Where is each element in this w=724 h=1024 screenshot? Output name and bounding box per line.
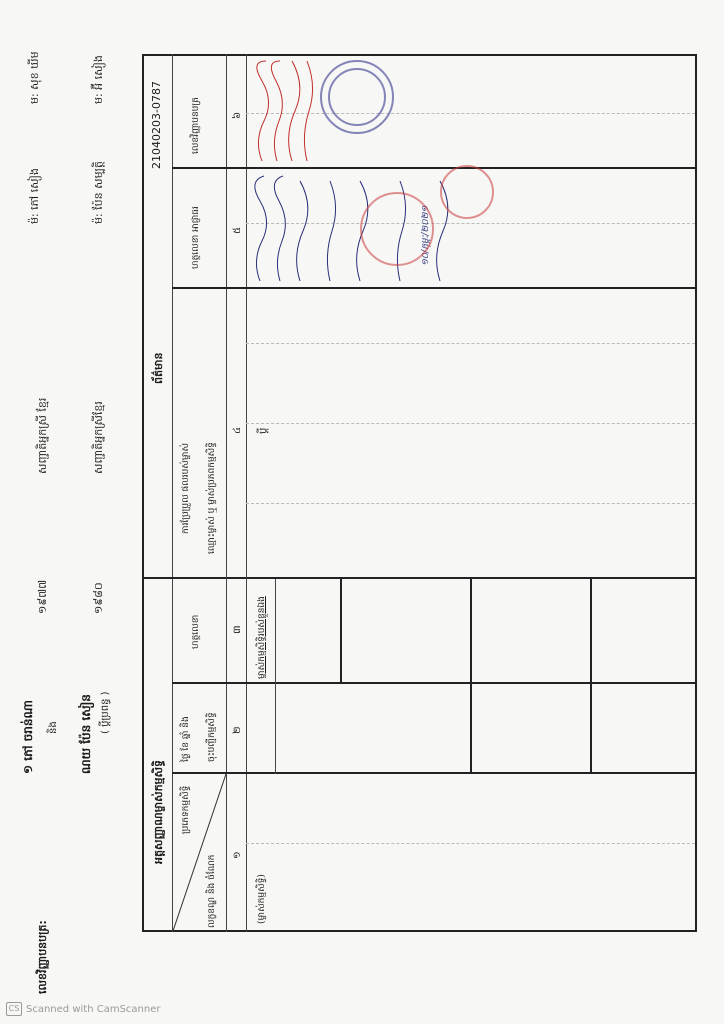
col-divider-1	[172, 773, 695, 775]
col-number-6: ៦	[232, 111, 243, 119]
section-left-title: អត្តសញ្ញាណម្ចាស់កម្មសិទ្ធិ	[152, 760, 165, 864]
document-id: 21040203-0787	[150, 81, 163, 169]
row1-signature-note: ម្ចាស់កម្មសិទ្ធិរបស់ខ្លួនឯង	[257, 596, 267, 679]
table-bottom-border	[695, 54, 697, 932]
col1-header: លក្ខខណ្ឌ និង ចំណែក	[207, 854, 217, 928]
col-number-1: ១	[232, 851, 243, 859]
parent-name-1: ម៉: ភៅ សៀង	[28, 168, 41, 224]
red-official-stamp	[360, 192, 434, 266]
row1-relation: ប្តី	[258, 427, 269, 434]
owner-name-2: ណយ ប៉ែន សៀន	[79, 694, 93, 774]
scanner-watermark	[6, 1002, 161, 1016]
col-divider-4	[172, 168, 695, 170]
parent-name-3: ម: សុខ ឃីម	[28, 51, 41, 104]
scanner-watermark-text: Scanned with CamScanner	[26, 1003, 161, 1015]
col3-header: ហត្ថលេខា	[191, 614, 201, 649]
authority-date: ១០/កុម្ភៈ/២០២១	[421, 205, 431, 266]
header-label: លេខវិញ្ញាបនបត្រ:	[36, 920, 49, 994]
parent-name-4: ម: អ៊ី សៀង	[92, 55, 105, 104]
header-row-divider	[226, 54, 227, 932]
row-rule-3	[470, 579, 472, 774]
col-number-5: ៥	[232, 226, 243, 234]
dashed-rule	[246, 503, 695, 504]
camscanner-logo-icon: CS	[6, 1002, 22, 1016]
row-rule-4	[590, 579, 592, 774]
col5-header: ហត្ថលេខា អាជ្ញាធរ	[191, 206, 201, 269]
col2-header-b: ចុះបញ្ជីកម្មសិទ្ធិ	[207, 712, 217, 762]
dashed-rule	[246, 423, 695, 424]
nationality-1: សញ្ជាតិអ្នកស្រី ខ្មែរ	[36, 397, 49, 474]
col-number-4: ៤	[232, 426, 243, 434]
nationality-2: សញ្ជាតិអ្នកស្រីខ្មែរ	[92, 401, 105, 474]
birth-year-1: ១៩៧៧	[36, 579, 49, 614]
owner-conjunction: និង	[48, 721, 59, 734]
dashed-rule	[246, 843, 695, 844]
blue-official-stamp-inner	[328, 68, 386, 126]
col6-header: លេខវិញ្ញាបនបត្រ	[191, 97, 201, 154]
col2-header-a: ថ្ងៃ ខែ ឆ្នាំ និង	[181, 716, 191, 762]
col-divider-2	[172, 683, 695, 685]
table-top-border	[142, 54, 144, 932]
col1-sub-header: ប្រភេទកម្មសិទ្ធិ	[181, 785, 191, 834]
number-row-divider	[246, 54, 247, 932]
section-right-title: ព័ត៌មាន	[152, 352, 165, 384]
row-rule-2	[340, 579, 342, 684]
dashed-rule	[246, 343, 695, 344]
owner-note: ( ប្តីប្រពន្ធ )	[100, 691, 111, 734]
row-rule-1	[275, 579, 276, 774]
red-official-stamp	[440, 165, 494, 219]
col-divider-3	[172, 288, 695, 290]
col4-header-a: ការប្រែប្រួល ផលរបស់ម្ចាស់	[181, 442, 191, 534]
col-number-2: ២	[232, 726, 243, 734]
owner-name-1: ១ ភៅ ចរាន់ណា	[21, 700, 35, 774]
row1-owner-type: (ម្ចាស់កម្មសិទ្ធិ)	[257, 874, 267, 924]
parent-name-2: ម៉: ប៉ែន សម្បត្តិ	[92, 161, 105, 224]
col4-header-b: ឈ្មោះម្ចាស់ ឬ ម្ចាស់ប្រភពកម្មសិទ្ធិ	[207, 442, 217, 554]
birth-year-2: ១៩៨០	[92, 582, 105, 614]
col-number-3: ៣	[232, 625, 243, 634]
